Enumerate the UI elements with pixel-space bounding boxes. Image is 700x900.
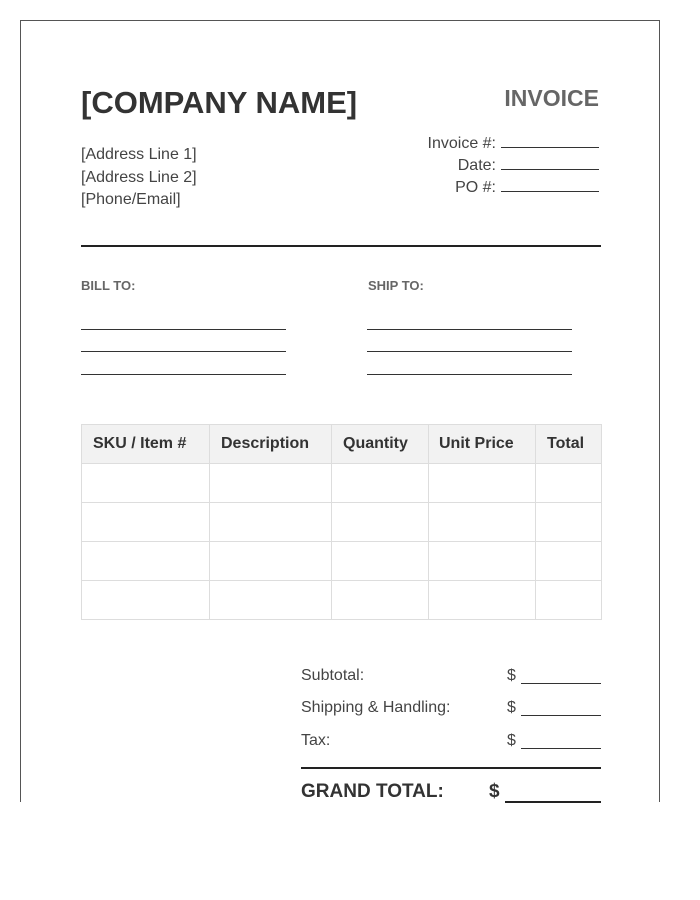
table-cell[interactable] — [536, 503, 602, 542]
subtotal-field[interactable] — [521, 683, 601, 684]
tax-currency: $ — [507, 732, 516, 749]
po-number-field[interactable] — [501, 177, 599, 192]
grand-total-divider — [301, 767, 601, 769]
invoice-number-label: Invoice #: — [427, 135, 496, 152]
line-items-table — [81, 424, 602, 620]
invoice-meta — [428, 133, 599, 199]
address-line-2: [Address Line 2] — [81, 168, 197, 186]
table-cell[interactable] — [210, 464, 332, 503]
bill-to-line-2[interactable] — [81, 351, 286, 352]
po-number-label: PO #: — [455, 179, 496, 196]
date-field[interactable] — [501, 155, 599, 170]
column-header-sku: SKU / Item # — [82, 425, 210, 464]
table-cell[interactable] — [82, 542, 210, 581]
shipping-field[interactable] — [521, 715, 601, 716]
subtotal-label: Subtotal: — [301, 667, 365, 684]
tax-label: Tax: — [301, 732, 331, 749]
date-row — [428, 155, 599, 177]
shipping-currency: $ — [507, 699, 516, 716]
invoice-number-row — [428, 133, 599, 155]
table-cell[interactable] — [82, 581, 210, 620]
invoice-sheet — [20, 20, 660, 802]
header-divider — [81, 245, 601, 247]
bill-to-label: BILL TO: — [81, 278, 136, 293]
table-cell[interactable] — [536, 542, 602, 581]
grand-total-field[interactable] — [505, 801, 601, 803]
table-cell[interactable] — [332, 542, 429, 581]
column-header-total: Total — [536, 425, 602, 464]
table-row — [82, 503, 602, 542]
ship-to-label: SHIP TO: — [368, 278, 424, 293]
table-cell[interactable] — [429, 542, 536, 581]
table-row — [82, 542, 602, 581]
subtotal-currency: $ — [507, 667, 516, 684]
table-cell[interactable] — [429, 581, 536, 620]
ship-to-line-2[interactable] — [367, 351, 572, 352]
grand-total-currency: $ — [489, 781, 500, 802]
ship-to-line-1[interactable] — [367, 329, 572, 330]
phone-email: [Phone/Email] — [81, 191, 181, 208]
table-header-row — [82, 425, 602, 464]
table-cell[interactable] — [332, 464, 429, 503]
ship-to-line-3[interactable] — [367, 374, 572, 375]
table-cell[interactable] — [536, 581, 602, 620]
company-address — [81, 144, 197, 212]
table-cell[interactable] — [332, 503, 429, 542]
bill-to-line-1[interactable] — [81, 329, 286, 330]
table-row — [82, 464, 602, 503]
table-cell[interactable] — [429, 464, 536, 503]
table-cell[interactable] — [210, 503, 332, 542]
table-cell[interactable] — [210, 581, 332, 620]
table-cell[interactable] — [429, 503, 536, 542]
invoice-title: INVOICE — [504, 85, 599, 111]
bill-to-line-3[interactable] — [81, 374, 286, 375]
column-header-quantity: Quantity — [332, 425, 429, 464]
table-cell[interactable] — [210, 542, 332, 581]
address-line-1: [Address Line 1] — [81, 146, 197, 163]
table-row — [82, 581, 602, 620]
column-header-description: Description — [210, 425, 332, 464]
table-cell[interactable] — [332, 581, 429, 620]
grand-total-label: GRAND TOTAL: — [301, 781, 444, 802]
company-name: [COMPANY NAME] — [81, 85, 358, 120]
date-label: Date: — [457, 157, 496, 174]
column-header-unit-price: Unit Price — [429, 425, 536, 464]
invoice-number-field[interactable] — [501, 133, 599, 148]
tax-field[interactable] — [521, 748, 601, 749]
po-number-row — [428, 177, 599, 199]
shipping-label: Shipping & Handling: — [301, 699, 451, 716]
table-cell[interactable] — [82, 464, 210, 503]
table-cell[interactable] — [82, 503, 210, 542]
table-cell[interactable] — [536, 464, 602, 503]
